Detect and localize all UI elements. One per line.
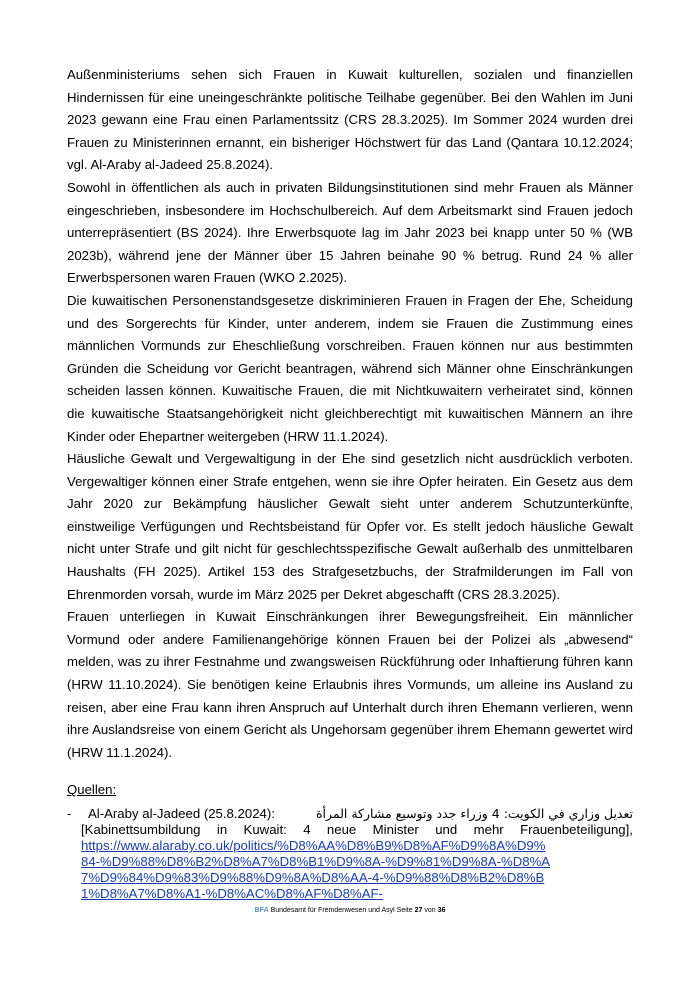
- translation-word: [Kabinettsumbildung: [81, 822, 201, 838]
- footer-page-sep: von: [424, 907, 436, 914]
- source-arabic-title: تعديل وزاري في الكويت: 4 وزراء جدد وتوسيع مشاركة المرأة: [315, 806, 633, 822]
- source-entry: [67, 806, 633, 902]
- translation-word: und: [435, 822, 458, 838]
- footer-page-total: 36: [437, 907, 446, 914]
- translation-word: in: [216, 822, 228, 838]
- list-dash: -: [67, 806, 72, 822]
- translation-word: neue: [326, 822, 357, 838]
- source-translation: [74, 822, 633, 838]
- document-page: [67, 64, 633, 902]
- paragraph-personal-status-laws: Die kuwaitischen Personenstandsgesetze diskriminieren Frauen in Fragen der Ehe, Scheidung und des Sorgerechts für Kinder, unter anderem, indem sie Frauen die Zustimmung eines männlichen Vormunds zur Eheschließung vorschreiben. Frauen können nur aus bestimmten Gründen die Scheidung vor Gericht beantragen, während sich Männer ohne Einschränkungen scheiden lassen können. Kuwaitische Frauen, die mit Nichtkuwaitern verheiratet sind, können die kuwaitische Staatsangehörigkeit nicht gleichberechtigt mit kuwaitischen Männern an ihre Kinder oder Ehepartner weitergeben (HRW 11.1.2024).: [67, 292, 633, 444]
- translation-word: Kuwait:: [243, 822, 287, 838]
- paragraph-education-labour: Sowohl in öffentlichen als auch in privaten Bildungsinstitutionen sind mehr Frauen als Männer eingeschrieben, insbesondere im Hochschulbereich. Auf dem Arbeitsmarkt sind Frauen jedoch unterrepräsentiert (BS 2024). Ihre Erwerbsquote lag im Jahr 2023 bei knapp unter 50 % (WB 2023b), während jene der Männer über 15 Jahren beinahe 90 % betrug. Rund 24 % aller Erwerbspersonen waren Frauen (WKO 2.2025).: [67, 179, 633, 286]
- bfa-logo: BFA: [254, 907, 269, 914]
- translation-word: mehr: [473, 822, 504, 838]
- footer-page-label: Seite: [396, 907, 413, 914]
- paragraph-political-participation: Außenministeriums sehen sich Frauen in Kuwait kulturellen, sozialen und finanziellen Hindernissen für eine uneingeschränkte politische Teilhabe gegenüber. Bei den Wahlen im Juni 2023 gewann eine Frau einen Parlamentssitz (CRS 28.3.2025). Im Sommer 2024 wurden drei Frauen zu Ministerinnen ernannt, ein bisheriger Höchstwert für das Land (Qantara 10.12.2024; vgl. Al-Araby al-Jadeed 25.8.2024).: [67, 67, 633, 173]
- source-title-line: [74, 806, 633, 822]
- translation-word: Minister: [372, 822, 419, 838]
- translation-word: Frauenbeteiligung],: [520, 822, 633, 838]
- paragraph-freedom-of-movement: Frauen unterliegen in Kuwait Einschränkungen ihrer Bewegungsfreiheit. Ein männlicher Vormund oder andere Familienangehörige können Frauen bei der Polizei als „abwesend“ melden, was zu ihrer Festnahme und zwangsweisen Rückführung oder Inhaftierung führen kann (HRW 11.10.2024). Sie benötigen keine Erlaubnis ihres Vormunds, um alleine ins Ausland zu reisen, aber eine Frau kann ihren Anspruch auf Unterhalt durch ihren Ehemann verlieren, wenn ihre Auslandsreise von einem Gericht als Ungehorsam gegenüber ihrem Ehemann gewertet wird (HRW 11.1.2024).: [67, 609, 633, 760]
- footer-page-current: 27: [414, 907, 423, 914]
- paragraph-domestic-violence: Häusliche Gewalt und Vergewaltigung in der Ehe sind gesetzlich nicht ausdrücklich verboten. Vergewaltiger können einer Strafe entgehen, wenn sie ihre Opfer heiraten. Ein Gesetz aus dem Jahr 2020 zur Bekämpfung häuslicher Gewalt sieht unter anderem Schutzunterkünfte, einstweilige Verfügungen und Rechtsbeistand für Opfer vor. Es stellt jedoch häusliche Gewalt nicht unter Strafe und gilt nicht für geschlechtsspezifische Gewalt außerhalb des unmittelbaren Haushalts (FH 2025). Artikel 153 des Strafgesetzbuchs, der Strafmilderungen im Fall von Ehrenmorden vorsah, wurde im März 2025 per Dekret abgeschafft (CRS 28.3.2025).: [67, 451, 633, 602]
- translation-word: 4: [303, 822, 311, 838]
- page-footer: [0, 907, 700, 914]
- footer-org: Bundesamt für Fremdenwesen und Asyl: [270, 907, 395, 914]
- source-title: Al-Araby al-Jadeed (25.8.2024):: [88, 806, 275, 822]
- source-url-link[interactable]: https://www.alaraby.co.uk/politics/%D8%AA%D8%B9%D8%AF%D9%8A%D9%84-%D9%88%D8%B2%D8%A7%D8%B1%D9%8A-%D9%81%D9%8A-%D8%A7%D9%84%D9%83%D9%88%D9%8A%D8%AA-4-%D9%88%D8%B2%D8%B1%D8%A7%D8%A1-%D8%AC%D8%AF%D8%AF-: [81, 838, 551, 902]
- sources-heading: Quellen:: [67, 782, 117, 798]
